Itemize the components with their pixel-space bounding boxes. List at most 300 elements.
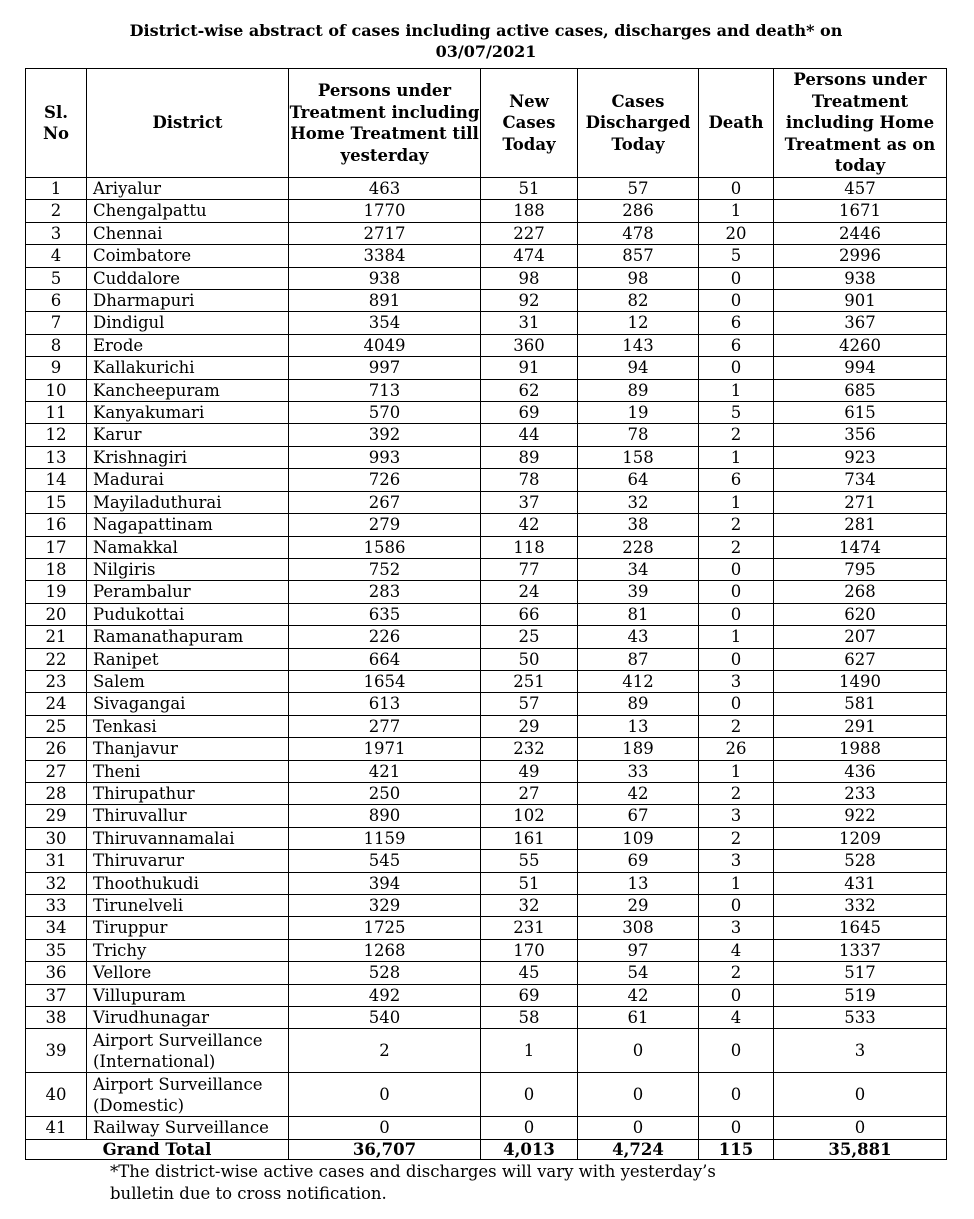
cell-under-treatment-today: 620 [774, 603, 947, 625]
table-row [26, 939, 947, 961]
cell-death: 5 [699, 402, 774, 424]
cell-under-treatment-yesterday: 938 [289, 267, 481, 289]
table-row [26, 469, 947, 491]
cell-under-treatment-yesterday: 279 [289, 514, 481, 536]
cell-under-treatment-yesterday: 1770 [289, 200, 481, 222]
cell-death: 4 [699, 939, 774, 961]
cell-discharged: 82 [578, 290, 699, 312]
cell-under-treatment-today: 627 [774, 648, 947, 670]
table-row [26, 357, 947, 379]
cell-discharged: 143 [578, 334, 699, 356]
cell-new-cases: 49 [481, 760, 578, 782]
cell-under-treatment-yesterday: 890 [289, 805, 481, 827]
cell-district: Tenkasi [87, 715, 289, 737]
cell-under-treatment-today: 923 [774, 446, 947, 468]
cell-new-cases: 102 [481, 805, 578, 827]
table-row [26, 424, 947, 446]
cell-under-treatment-yesterday: 1159 [289, 827, 481, 849]
cell-sl-no: 29 [26, 805, 87, 827]
cell-district: Thiruvarur [87, 850, 289, 872]
cell-under-treatment-today: 281 [774, 514, 947, 536]
cell-under-treatment-today: 4260 [774, 334, 947, 356]
cell-discharged: 61 [578, 1007, 699, 1029]
cell-new-cases: 0 [481, 1073, 578, 1117]
cell-district: Ranipet [87, 648, 289, 670]
cell-new-cases: 92 [481, 290, 578, 312]
cell-sl-no: 39 [26, 1029, 87, 1073]
cell-district: Madurai [87, 469, 289, 491]
cell-under-treatment-yesterday: 283 [289, 581, 481, 603]
cell-under-treatment-today: 2996 [774, 245, 947, 267]
cell-discharged: 228 [578, 536, 699, 558]
cell-discharged: 64 [578, 469, 699, 491]
table-row [26, 917, 947, 939]
cell-death: 6 [699, 469, 774, 491]
total-discharged: 4,724 [578, 1139, 699, 1159]
cell-death: 0 [699, 290, 774, 312]
table-row [26, 1007, 947, 1029]
header-district: District [87, 69, 289, 178]
cell-new-cases: 32 [481, 895, 578, 917]
cell-discharged: 19 [578, 402, 699, 424]
cell-under-treatment-yesterday: 250 [289, 782, 481, 804]
cell-sl-no: 14 [26, 469, 87, 491]
header-new-cases: New Cases Today [481, 69, 578, 178]
cell-new-cases: 118 [481, 536, 578, 558]
cell-new-cases: 57 [481, 693, 578, 715]
cell-under-treatment-yesterday: 354 [289, 312, 481, 334]
cell-district: Nagapattinam [87, 514, 289, 536]
cell-discharged: 29 [578, 895, 699, 917]
cell-new-cases: 251 [481, 670, 578, 692]
cell-district: Mayiladuthurai [87, 491, 289, 513]
cell-discharged: 412 [578, 670, 699, 692]
cell-discharged: 0 [578, 1029, 699, 1073]
header-cases-discharged: Cases Discharged Today [578, 69, 699, 178]
cell-discharged: 189 [578, 738, 699, 760]
cell-discharged: 78 [578, 424, 699, 446]
cell-district: Sivagangai [87, 693, 289, 715]
cell-under-treatment-yesterday: 664 [289, 648, 481, 670]
cell-district: Dharmapuri [87, 290, 289, 312]
total-under-treatment-yesterday: 36,707 [289, 1139, 481, 1159]
cell-under-treatment-today: 581 [774, 693, 947, 715]
cell-under-treatment-yesterday: 463 [289, 178, 481, 200]
header-sl-no: Sl. No [26, 69, 87, 178]
cell-sl-no: 30 [26, 827, 87, 849]
cell-under-treatment-today: 2446 [774, 222, 947, 244]
total-under-treatment-today: 35,881 [774, 1139, 947, 1159]
cell-death: 4 [699, 1007, 774, 1029]
total-death: 115 [699, 1139, 774, 1159]
cell-district: Railway Surveillance [87, 1117, 289, 1139]
table-row [26, 1029, 947, 1073]
cell-death: 0 [699, 558, 774, 580]
cell-district: Erode [87, 334, 289, 356]
cell-sl-no: 24 [26, 693, 87, 715]
cell-discharged: 13 [578, 715, 699, 737]
cell-new-cases: 50 [481, 648, 578, 670]
cell-district: Nilgiris [87, 558, 289, 580]
cell-sl-no: 12 [26, 424, 87, 446]
cell-under-treatment-today: 268 [774, 581, 947, 603]
table-row [26, 738, 947, 760]
cell-under-treatment-today: 519 [774, 984, 947, 1006]
cell-discharged: 43 [578, 626, 699, 648]
cell-district: Cuddalore [87, 267, 289, 289]
cell-new-cases: 78 [481, 469, 578, 491]
cell-under-treatment-yesterday: 713 [289, 379, 481, 401]
table-row [26, 491, 947, 513]
cell-under-treatment-yesterday: 2 [289, 1029, 481, 1073]
table-row [26, 446, 947, 468]
cell-sl-no: 11 [26, 402, 87, 424]
cell-discharged: 94 [578, 357, 699, 379]
cell-under-treatment-today: 1645 [774, 917, 947, 939]
table-row [26, 962, 947, 984]
total-new-cases: 4,013 [481, 1139, 578, 1159]
document-title [26, 20, 946, 62]
cell-new-cases: 51 [481, 872, 578, 894]
cell-sl-no: 31 [26, 850, 87, 872]
cell-under-treatment-today: 795 [774, 558, 947, 580]
cell-under-treatment-yesterday: 545 [289, 850, 481, 872]
cell-under-treatment-today: 533 [774, 1007, 947, 1029]
cell-district: Villupuram [87, 984, 289, 1006]
cell-death: 0 [699, 267, 774, 289]
cell-discharged: 89 [578, 693, 699, 715]
cell-discharged: 89 [578, 379, 699, 401]
cell-sl-no: 8 [26, 334, 87, 356]
cell-sl-no: 34 [26, 917, 87, 939]
table-body [26, 178, 947, 1140]
cell-new-cases: 0 [481, 1117, 578, 1139]
cell-discharged: 109 [578, 827, 699, 849]
cell-under-treatment-yesterday: 4049 [289, 334, 481, 356]
table-row [26, 514, 947, 536]
table-row [26, 1073, 947, 1117]
cell-under-treatment-yesterday: 226 [289, 626, 481, 648]
cell-sl-no: 6 [26, 290, 87, 312]
cell-death: 20 [699, 222, 774, 244]
cell-death: 1 [699, 760, 774, 782]
cell-discharged: 0 [578, 1117, 699, 1139]
table-row [26, 805, 947, 827]
cell-under-treatment-yesterday: 3384 [289, 245, 481, 267]
cell-new-cases: 77 [481, 558, 578, 580]
cell-sl-no: 27 [26, 760, 87, 782]
cell-district: Chennai [87, 222, 289, 244]
cell-district: Thiruvallur [87, 805, 289, 827]
cell-death: 3 [699, 805, 774, 827]
cell-death: 0 [699, 178, 774, 200]
cell-district: Krishnagiri [87, 446, 289, 468]
cell-discharged: 308 [578, 917, 699, 939]
table-row [26, 558, 947, 580]
cell-under-treatment-yesterday: 997 [289, 357, 481, 379]
cell-under-treatment-today: 685 [774, 379, 947, 401]
cell-new-cases: 98 [481, 267, 578, 289]
cell-death: 6 [699, 334, 774, 356]
cell-death: 3 [699, 670, 774, 692]
cell-sl-no: 9 [26, 357, 87, 379]
cell-sl-no: 33 [26, 895, 87, 917]
cell-district: Salem [87, 670, 289, 692]
cell-discharged: 478 [578, 222, 699, 244]
cell-under-treatment-today: 367 [774, 312, 947, 334]
cell-under-treatment-today: 922 [774, 805, 947, 827]
cell-discharged: 69 [578, 850, 699, 872]
table-row [26, 222, 947, 244]
cell-sl-no: 32 [26, 872, 87, 894]
cell-under-treatment-yesterday: 492 [289, 984, 481, 1006]
table-row [26, 872, 947, 894]
cell-district: Thanjavur [87, 738, 289, 760]
cell-discharged: 38 [578, 514, 699, 536]
table-row [26, 626, 947, 648]
cell-sl-no: 25 [26, 715, 87, 737]
cell-new-cases: 62 [481, 379, 578, 401]
cell-discharged: 87 [578, 648, 699, 670]
cell-under-treatment-today: 1209 [774, 827, 947, 849]
cell-new-cases: 360 [481, 334, 578, 356]
table-row [26, 267, 947, 289]
cell-district: Ramanathapuram [87, 626, 289, 648]
cell-discharged: 39 [578, 581, 699, 603]
cell-under-treatment-yesterday: 0 [289, 1073, 481, 1117]
cell-under-treatment-yesterday: 277 [289, 715, 481, 737]
cell-sl-no: 41 [26, 1117, 87, 1139]
cell-under-treatment-today: 233 [774, 782, 947, 804]
cell-sl-no: 38 [26, 1007, 87, 1029]
table-row [26, 536, 947, 558]
cell-under-treatment-today: 332 [774, 895, 947, 917]
title-line-2: 03/07/2021 [435, 42, 537, 61]
cell-sl-no: 21 [26, 626, 87, 648]
cell-new-cases: 29 [481, 715, 578, 737]
cell-discharged: 286 [578, 200, 699, 222]
cell-new-cases: 25 [481, 626, 578, 648]
cell-sl-no: 22 [26, 648, 87, 670]
cell-death: 2 [699, 782, 774, 804]
table-row [26, 693, 947, 715]
table-row [26, 648, 947, 670]
cell-discharged: 32 [578, 491, 699, 513]
cell-district: Coimbatore [87, 245, 289, 267]
cell-district: Tiruppur [87, 917, 289, 939]
cell-sl-no: 4 [26, 245, 87, 267]
cell-under-treatment-yesterday: 1268 [289, 939, 481, 961]
cell-discharged: 158 [578, 446, 699, 468]
cell-new-cases: 161 [481, 827, 578, 849]
cell-discharged: 13 [578, 872, 699, 894]
table-row [26, 895, 947, 917]
table-row [26, 827, 947, 849]
cell-district: Karur [87, 424, 289, 446]
cell-sl-no: 7 [26, 312, 87, 334]
cell-district: Vellore [87, 962, 289, 984]
title-line-1: District-wise abstract of cases including active cases, discharges and death* on [129, 21, 843, 40]
cell-under-treatment-yesterday: 891 [289, 290, 481, 312]
cell-under-treatment-today: 291 [774, 715, 947, 737]
cell-new-cases: 170 [481, 939, 578, 961]
cell-district: Thoothukudi [87, 872, 289, 894]
cell-death: 1 [699, 872, 774, 894]
cell-under-treatment-yesterday: 2717 [289, 222, 481, 244]
cell-death: 3 [699, 850, 774, 872]
cell-new-cases: 58 [481, 1007, 578, 1029]
cell-under-treatment-yesterday: 570 [289, 402, 481, 424]
cell-new-cases: 45 [481, 962, 578, 984]
cell-death: 1 [699, 446, 774, 468]
table-row [26, 984, 947, 1006]
cell-death: 1 [699, 200, 774, 222]
cell-under-treatment-today: 0 [774, 1117, 947, 1139]
cell-under-treatment-today: 528 [774, 850, 947, 872]
cell-under-treatment-today: 271 [774, 491, 947, 513]
cell-sl-no: 1 [26, 178, 87, 200]
cell-district: Theni [87, 760, 289, 782]
cell-discharged: 81 [578, 603, 699, 625]
cell-under-treatment-today: 994 [774, 357, 947, 379]
cell-district: Airport Surveillance (Domestic) [87, 1073, 289, 1117]
cell-death: 2 [699, 715, 774, 737]
cell-sl-no: 10 [26, 379, 87, 401]
cell-district: Chengalpattu [87, 200, 289, 222]
cell-sl-no: 5 [26, 267, 87, 289]
header-death: Death [699, 69, 774, 178]
cell-under-treatment-yesterday: 635 [289, 603, 481, 625]
cell-new-cases: 24 [481, 581, 578, 603]
cell-new-cases: 232 [481, 738, 578, 760]
table-row [26, 670, 947, 692]
cell-district: Trichy [87, 939, 289, 961]
table-row [26, 603, 947, 625]
table-row [26, 715, 947, 737]
cell-discharged: 857 [578, 245, 699, 267]
cell-new-cases: 37 [481, 491, 578, 513]
cell-under-treatment-today: 3 [774, 1029, 947, 1073]
table-row [26, 245, 947, 267]
cell-sl-no: 2 [26, 200, 87, 222]
grand-total-row [26, 1139, 947, 1159]
cell-sl-no: 15 [26, 491, 87, 513]
cell-new-cases: 1 [481, 1029, 578, 1073]
cell-under-treatment-yesterday: 540 [289, 1007, 481, 1029]
cell-under-treatment-yesterday: 421 [289, 760, 481, 782]
cell-death: 2 [699, 514, 774, 536]
cell-sl-no: 20 [26, 603, 87, 625]
cell-discharged: 54 [578, 962, 699, 984]
cell-new-cases: 91 [481, 357, 578, 379]
cell-discharged: 34 [578, 558, 699, 580]
cell-new-cases: 231 [481, 917, 578, 939]
cell-district: Kanyakumari [87, 402, 289, 424]
cell-death: 6 [699, 312, 774, 334]
cell-sl-no: 23 [26, 670, 87, 692]
district-cases-table [25, 68, 947, 1160]
grand-total-label: Grand Total [26, 1139, 289, 1159]
cell-death: 0 [699, 1073, 774, 1117]
cell-under-treatment-yesterday: 993 [289, 446, 481, 468]
cell-new-cases: 188 [481, 200, 578, 222]
cell-discharged: 42 [578, 782, 699, 804]
cell-district: Airport Surveillance (International) [87, 1029, 289, 1073]
cell-under-treatment-today: 1474 [774, 536, 947, 558]
cell-sl-no: 26 [26, 738, 87, 760]
cell-district: Thirupathur [87, 782, 289, 804]
cell-death: 2 [699, 536, 774, 558]
cell-sl-no: 35 [26, 939, 87, 961]
cell-discharged: 57 [578, 178, 699, 200]
cell-under-treatment-yesterday: 613 [289, 693, 481, 715]
cell-under-treatment-today: 615 [774, 402, 947, 424]
cell-death: 0 [699, 648, 774, 670]
cell-under-treatment-today: 938 [774, 267, 947, 289]
cell-under-treatment-today: 1988 [774, 738, 947, 760]
cell-sl-no: 19 [26, 581, 87, 603]
table-row [26, 334, 947, 356]
cell-new-cases: 474 [481, 245, 578, 267]
cell-district: Tirunelveli [87, 895, 289, 917]
cell-under-treatment-yesterday: 394 [289, 872, 481, 894]
table-row [26, 290, 947, 312]
table-row [26, 760, 947, 782]
cell-district: Pudukottai [87, 603, 289, 625]
cell-under-treatment-yesterday: 1586 [289, 536, 481, 558]
cell-sl-no: 16 [26, 514, 87, 536]
table-row [26, 312, 947, 334]
cell-district: Thiruvannamalai [87, 827, 289, 849]
footnote-line-1: *The district-wise active cases and discharges will vary with yesterday’s [110, 1162, 716, 1181]
cell-sl-no: 13 [26, 446, 87, 468]
cell-sl-no: 17 [26, 536, 87, 558]
cell-new-cases: 27 [481, 782, 578, 804]
cell-under-treatment-today: 207 [774, 626, 947, 648]
cell-under-treatment-yesterday: 0 [289, 1117, 481, 1139]
table-row [26, 402, 947, 424]
cell-under-treatment-today: 457 [774, 178, 947, 200]
cell-under-treatment-yesterday: 528 [289, 962, 481, 984]
cell-district: Kancheepuram [87, 379, 289, 401]
cell-death: 1 [699, 626, 774, 648]
table-row [26, 581, 947, 603]
cell-district: Virudhunagar [87, 1007, 289, 1029]
cell-new-cases: 42 [481, 514, 578, 536]
cell-under-treatment-yesterday: 726 [289, 469, 481, 491]
cell-sl-no: 3 [26, 222, 87, 244]
cell-sl-no: 18 [26, 558, 87, 580]
cell-under-treatment-today: 901 [774, 290, 947, 312]
cell-death: 0 [699, 984, 774, 1006]
cell-under-treatment-today: 436 [774, 760, 947, 782]
cell-under-treatment-yesterday: 267 [289, 491, 481, 513]
cell-death: 0 [699, 693, 774, 715]
table-row [26, 200, 947, 222]
cell-under-treatment-yesterday: 392 [289, 424, 481, 446]
cell-death: 2 [699, 962, 774, 984]
cell-discharged: 0 [578, 1073, 699, 1117]
cell-under-treatment-today: 734 [774, 469, 947, 491]
cell-under-treatment-today: 1490 [774, 670, 947, 692]
footnote [110, 1161, 870, 1204]
cell-under-treatment-today: 0 [774, 1073, 947, 1117]
cell-under-treatment-yesterday: 1725 [289, 917, 481, 939]
cell-under-treatment-today: 1337 [774, 939, 947, 961]
table-row [26, 178, 947, 200]
cell-new-cases: 227 [481, 222, 578, 244]
cell-death: 0 [699, 581, 774, 603]
